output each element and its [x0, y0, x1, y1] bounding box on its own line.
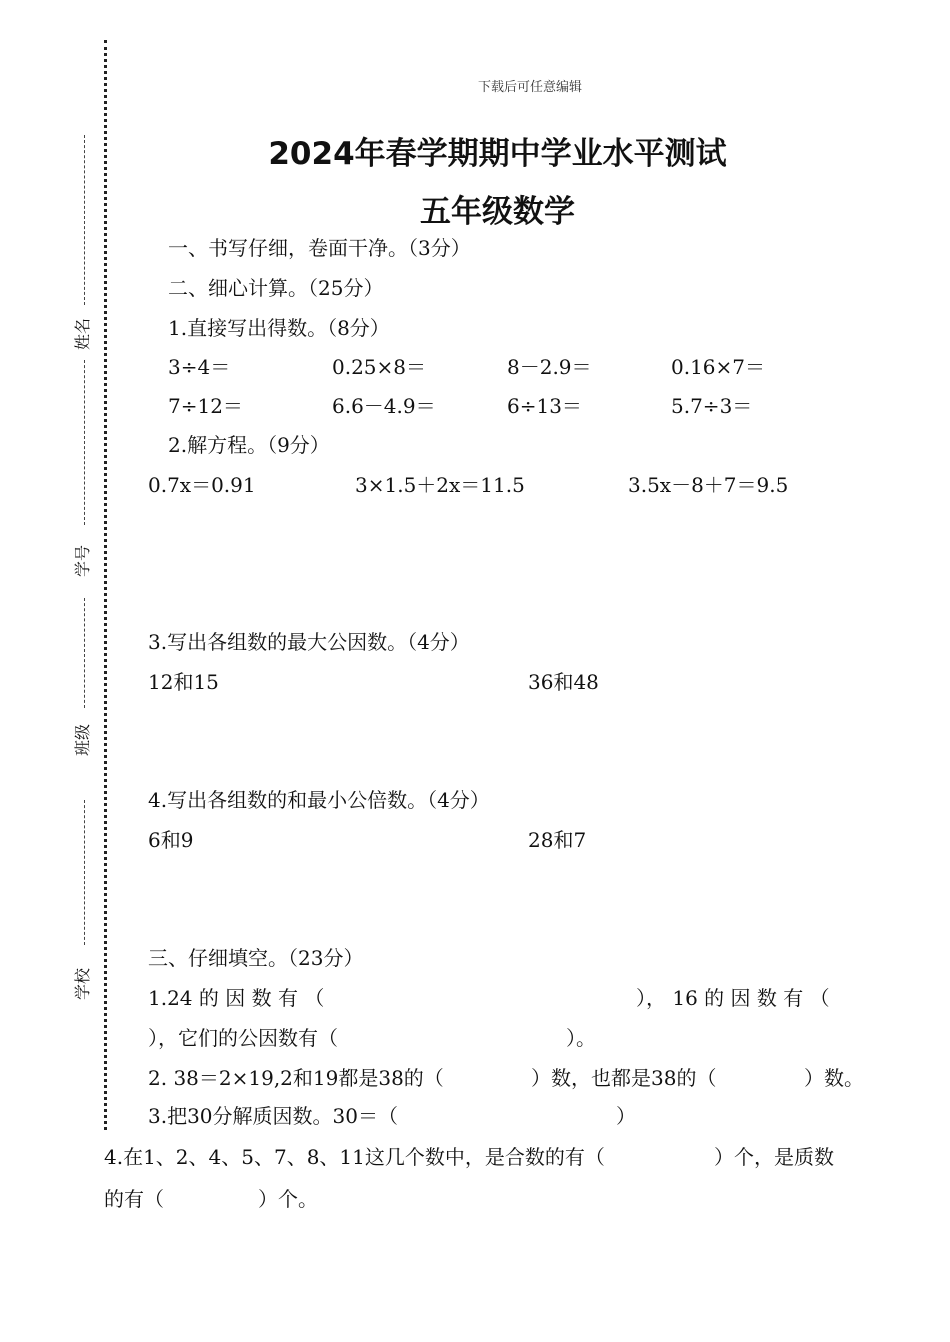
fill-3-part-a: 3.把30分解质因数。30＝（	[148, 1104, 398, 1128]
equation-item: 3.5x－8＋7＝9.5	[628, 473, 789, 497]
fill-2-part-c: ）数。	[804, 1066, 864, 1090]
fill-4-part-d: ）个。	[258, 1187, 318, 1211]
header-note: 下载后可任意编辑	[477, 80, 582, 95]
school-blank-line	[84, 800, 85, 945]
calc-item: 0.25×8＝	[332, 355, 427, 379]
q2-title: 2.解方程。（9分）	[168, 433, 330, 457]
fill-1-part-b: ）， 16 的 因 数 有 （	[636, 986, 830, 1010]
fill-4-part-b: ）个，是质数	[714, 1145, 834, 1169]
fill-4-part-c: 的有（	[104, 1187, 164, 1211]
class-blank-line	[84, 598, 85, 708]
fill-2-part-b: ）数，也都是38的（	[531, 1066, 717, 1090]
class-label: 班级	[73, 723, 92, 756]
fill-1-part-a: 1.24 的 因 数 有 （	[148, 986, 325, 1010]
calc-item: 3÷4＝	[168, 355, 231, 379]
fill-2-part-a: 2. 38＝2×19,2和19都是38的（	[148, 1066, 444, 1090]
calc-item: 7÷12＝	[168, 394, 243, 418]
fill-3-part-b: ）	[616, 1104, 636, 1128]
calc-item: 6.6－4.9＝	[332, 394, 436, 418]
calc-item: 8－2.9＝	[507, 355, 592, 379]
fill-1-part-d: ）。	[566, 1026, 596, 1050]
section-1: 一、书写仔细，卷面干净。（3分）	[168, 236, 471, 260]
section-3: 三、仔细填空。（23分）	[148, 946, 364, 970]
equation-item: 0.7x＝0.91	[148, 473, 256, 497]
name-label: 姓名	[73, 317, 92, 350]
equation-item: 3×1.5＋2x＝11.5	[355, 473, 525, 497]
gcd-item: 12和15	[148, 670, 219, 694]
school-label: 学校	[73, 967, 92, 1000]
fill-1-part-c: ），它们的公因数有（	[148, 1026, 338, 1050]
fill-4-part-a: 4.在1、2、4、5、7、8、11这几个数中，是合数的有（	[104, 1145, 605, 1169]
name-blank-line-lower	[84, 360, 85, 525]
gcd-item: 36和48	[528, 670, 599, 694]
q4-title: 4.写出各组数的和最小公倍数。（4分）	[148, 788, 490, 812]
student-no-label: 学号	[73, 544, 92, 577]
exam-subtitle: 五年级数学	[420, 194, 575, 230]
q1-title: 1.直接写出得数。（8分）	[168, 316, 390, 340]
lcm-item: 28和7	[528, 828, 587, 852]
lcm-item: 6和9	[148, 828, 194, 852]
section-2: 二、细心计算。（25分）	[168, 276, 384, 300]
calc-item: 0.16×7＝	[671, 355, 766, 379]
exam-title: 2024年春学期期中学业水平测试	[268, 136, 727, 172]
calc-item: 6÷13＝	[507, 394, 582, 418]
q3-title: 3.写出各组数的最大公因数。（4分）	[148, 630, 470, 654]
calc-item: 5.7÷3＝	[671, 394, 753, 418]
